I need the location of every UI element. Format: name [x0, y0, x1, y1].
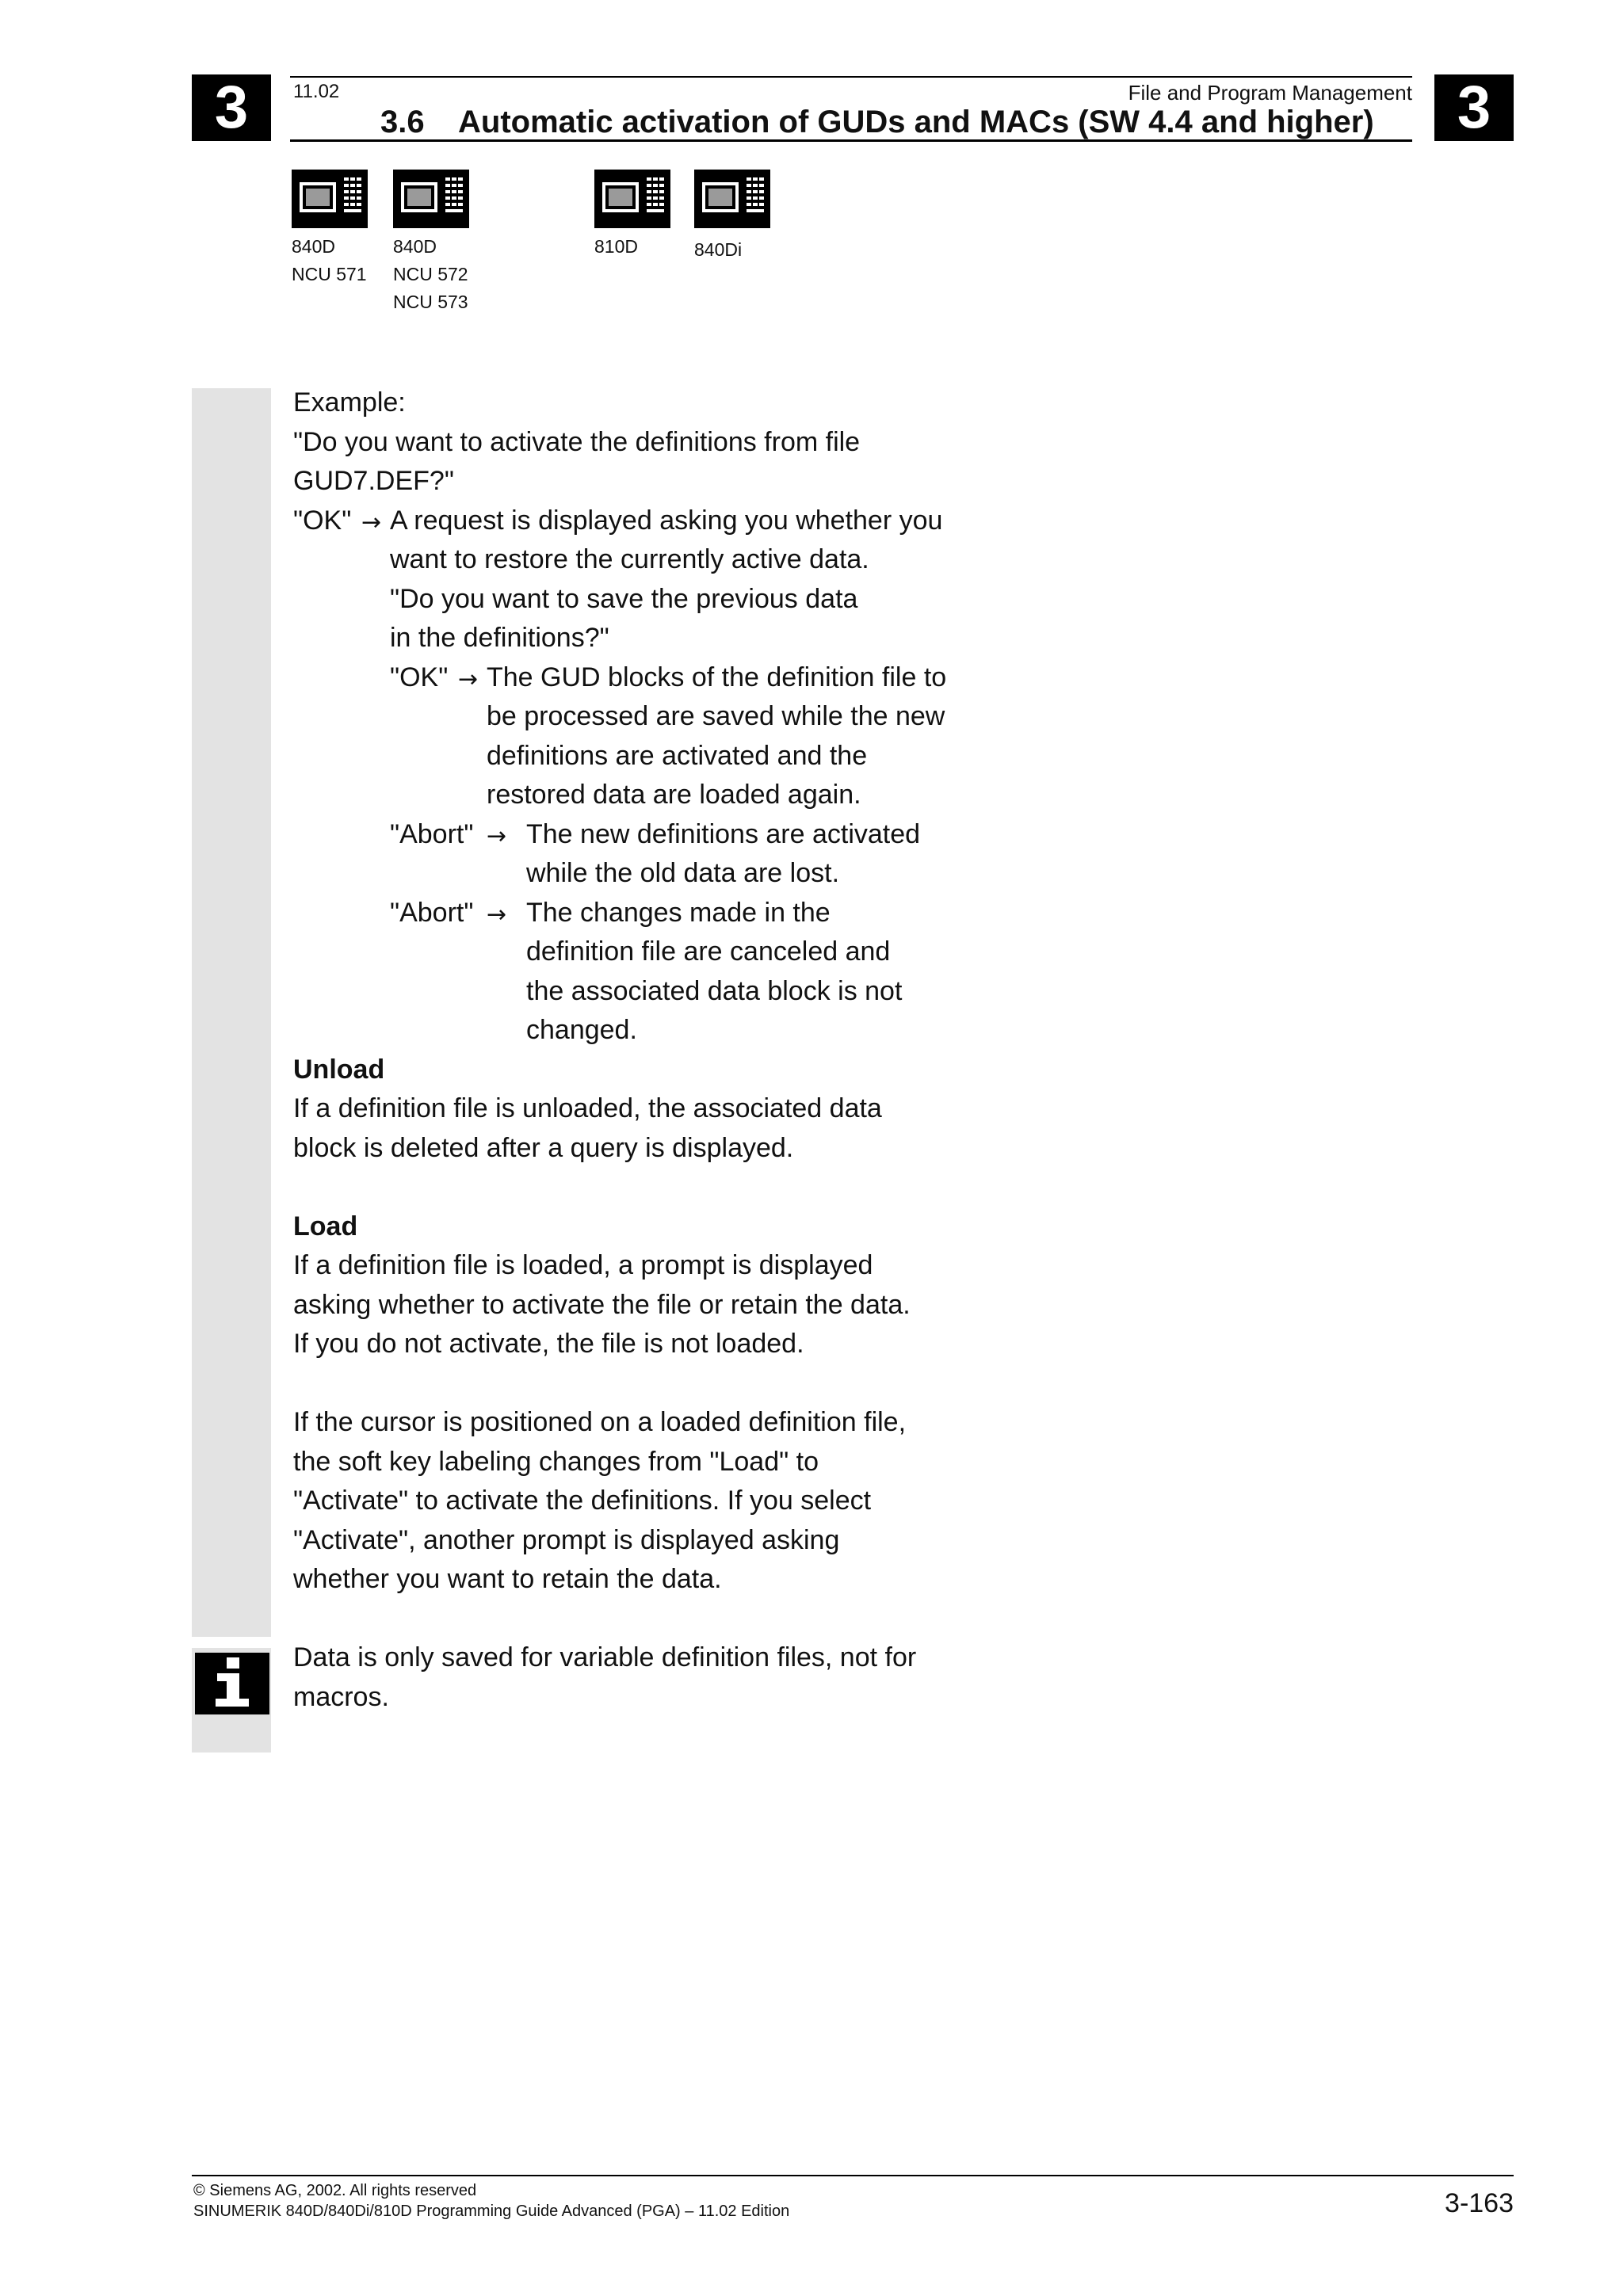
control-panel-icon	[393, 170, 469, 228]
control-label	[393, 233, 468, 316]
control-label-line: 840Di	[694, 239, 743, 260]
control-panel-icon	[292, 170, 368, 228]
example-question-line: "Do you want to activate the definitions from file	[293, 427, 861, 457]
abort-text-line: while the old data are lost.	[526, 858, 840, 888]
page-number: 3-163	[1445, 2188, 1514, 2218]
section-number: 3.6	[380, 105, 425, 139]
right-arrow-icon: →	[487, 901, 507, 929]
load-text-line: If the cursor is positioned on a loaded definition file,	[293, 1407, 907, 1437]
chapter-badge-left: 3	[192, 74, 271, 141]
load-heading: Load	[293, 1211, 358, 1241]
right-arrow-icon: →	[361, 509, 382, 536]
footer-copyright: © Siemens AG, 2002. All rights reserved	[193, 2182, 477, 2199]
ok-text-line: in the definitions?"	[390, 623, 609, 653]
abort-label: "Abort"	[390, 898, 474, 928]
right-arrow-icon: →	[487, 822, 507, 850]
right-arrow-icon: →	[458, 666, 479, 693]
load-text-line: "Activate", another prompt is displayed asking	[293, 1525, 840, 1555]
example-heading: Example:	[293, 387, 406, 418]
ok-label: "OK"	[390, 662, 449, 692]
ok-text-line: definitions are activated and the	[487, 741, 868, 771]
example-question-line: GUD7.DEF?"	[293, 466, 454, 496]
header-rule-bottom	[290, 139, 1412, 142]
ok-text-line: The GUD blocks of the definition file to	[487, 662, 947, 692]
unload-heading: Unload	[293, 1055, 385, 1085]
unload-text-line: block is deleted after a query is displayed.	[293, 1133, 794, 1163]
load-text-line: the soft key labeling changes from "Load" to	[293, 1447, 819, 1477]
control-label-line: NCU 572	[393, 264, 468, 284]
ok-text-line: A request is displayed asking you whether you	[390, 505, 943, 536]
load-text-line: whether you want to retain the data.	[293, 1564, 722, 1594]
control-label	[594, 233, 638, 261]
section-title: Automatic activation of GUDs and MACs (SW 4.4 and higher)	[458, 105, 1374, 139]
info-note-line: Data is only saved for variable definition files, not for	[293, 1642, 917, 1672]
footer-rule	[192, 2175, 1514, 2176]
control-label-line: NCU 573	[393, 292, 468, 312]
control-panel-icon	[694, 170, 770, 228]
control-label-line: 840D	[393, 236, 437, 257]
abort-text-line: The new definitions are activated	[526, 819, 921, 849]
info-icon	[195, 1653, 269, 1714]
ok-text-line: "Do you want to save the previous data	[390, 584, 858, 614]
margin-bar	[192, 388, 271, 1637]
control-label	[292, 233, 367, 288]
abort-text-line: The changes made in the	[526, 898, 831, 928]
header-rule-top	[290, 76, 1412, 78]
header-chapter-title: File and Program Management	[1128, 81, 1412, 105]
load-text-line: If you do not activate, the file is not loaded.	[293, 1329, 804, 1359]
footer-document-title: SINUMERIK 840D/840Di/810D Programming Guide Advanced (PGA) – 11.02 Edition	[193, 2203, 790, 2220]
load-text-line: If a definition file is loaded, a prompt is displayed	[293, 1250, 873, 1280]
abort-text-line: the associated data block is not	[526, 976, 903, 1006]
header-date: 11.02	[293, 81, 340, 102]
abort-text-line: changed.	[526, 1015, 637, 1045]
load-text-line: asking whether to activate the file or retain the data.	[293, 1290, 911, 1320]
abort-label: "Abort"	[390, 819, 474, 849]
ok-text-line: restored data are loaded again.	[487, 780, 861, 810]
ok-text-line: want to restore the currently active data.	[390, 544, 869, 574]
control-label-line: 810D	[594, 236, 638, 257]
ok-text-line: be processed are saved while the new	[487, 701, 945, 731]
info-note-line: macros.	[293, 1682, 389, 1712]
control-label	[694, 236, 742, 264]
control-label-line: NCU 571	[292, 264, 367, 284]
control-panel-icon	[594, 170, 670, 228]
ok-label: "OK"	[293, 505, 352, 536]
unload-text-line: If a definition file is unloaded, the associated data	[293, 1093, 882, 1123]
chapter-badge-right: 3	[1434, 74, 1514, 141]
load-text-line: "Activate" to activate the definitions. If you select	[293, 1486, 872, 1516]
control-label-line: 840D	[292, 236, 335, 257]
abort-text-line: definition file are canceled and	[526, 936, 891, 967]
